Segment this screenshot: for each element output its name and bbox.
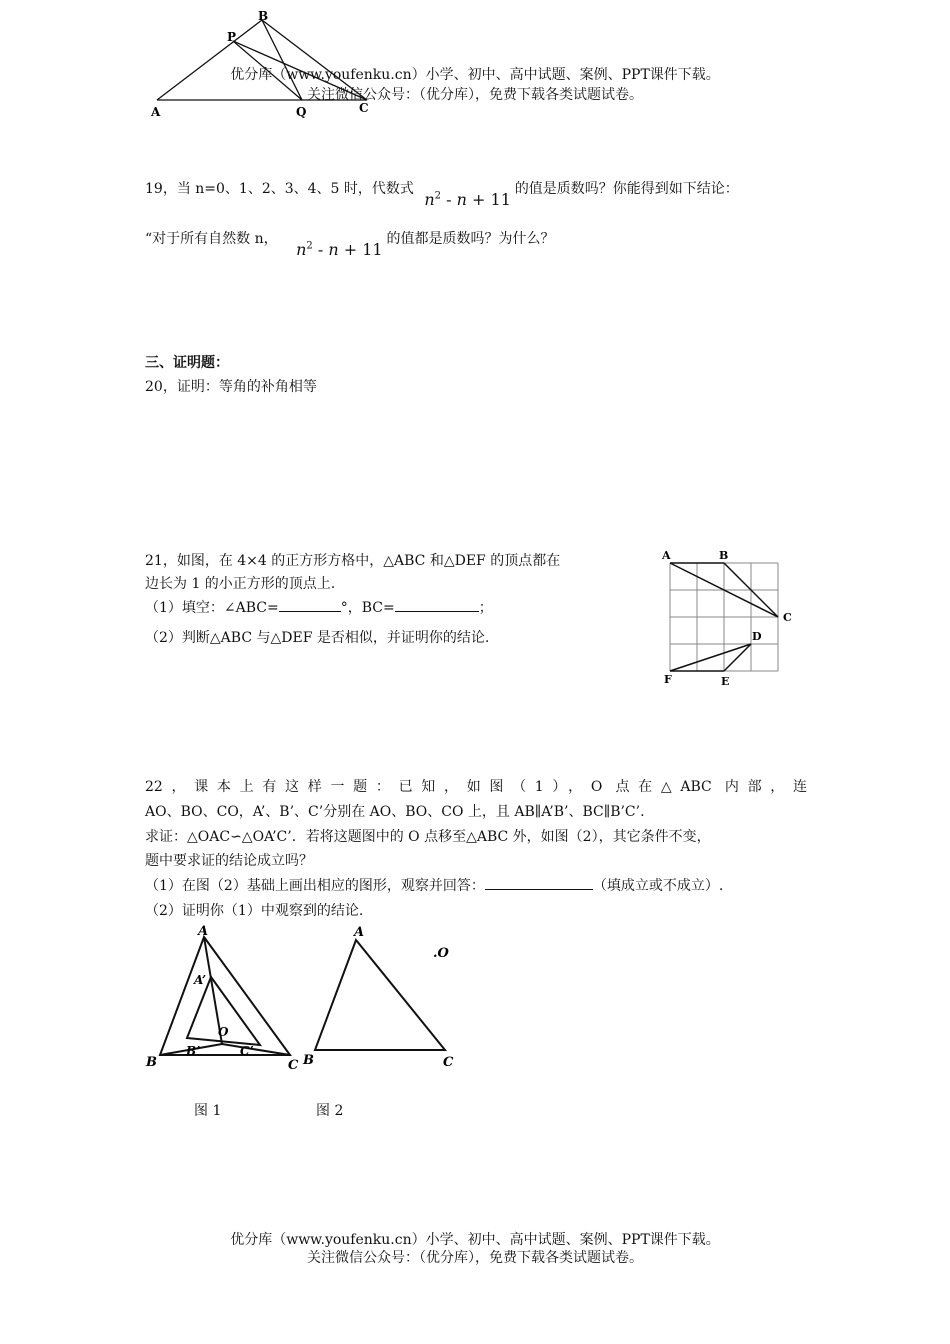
q21-line4: （2）判断△ABC 与△DEF 是否相似，并证明你的结论. xyxy=(145,630,490,646)
figure-1-caption: 图 1 xyxy=(194,1103,222,1119)
label-p: P xyxy=(227,30,237,44)
label-a: A xyxy=(354,925,365,940)
q22-line3: 求证：△OAC∽△OA’C’．若将这题图中的 O 点移至△ABC 外，如图（2），其它条件不变， xyxy=(145,829,711,845)
watermark-bottom-line1: 优分库（www.youfenku.cn）小学、初中、高中试题、案例、PPT课件下载。 xyxy=(230,1232,720,1248)
section-3-title: 三、证明题： xyxy=(145,355,229,371)
label-b-prime: B’ xyxy=(186,1044,201,1058)
label-o: O xyxy=(218,1025,229,1039)
q22-line4: 题中要求证的结论成立吗？ xyxy=(145,853,313,869)
label-b: B xyxy=(258,9,269,23)
segment-ab xyxy=(157,20,262,100)
q19-line1 xyxy=(145,178,739,209)
segment-co xyxy=(222,1044,290,1055)
figure-2-caption: 图 2 xyxy=(316,1103,344,1119)
q22-figure-1 xyxy=(140,920,310,1075)
label-a: A xyxy=(198,924,209,939)
segment-bq xyxy=(262,20,302,100)
label-f: F xyxy=(664,673,672,686)
label-b: B xyxy=(719,549,729,562)
q22-line1: 22，课本上有这样一题：已知，如图（1），O 点在△ABC 内部，连 xyxy=(145,779,807,795)
grid-lines xyxy=(670,563,778,671)
q19-text2-before: “对于所有自然数 n， xyxy=(145,231,278,247)
top-triangle-figure xyxy=(145,8,385,123)
label-c: C xyxy=(288,1058,299,1073)
q19-line2 xyxy=(145,228,555,259)
label-b: B xyxy=(303,1053,314,1068)
triangle-abc xyxy=(315,940,445,1050)
label-c-prime: C’ xyxy=(240,1044,254,1058)
q19-text-after: 的值是质数吗？你能得到如下结论： xyxy=(514,181,739,197)
q20-text: 20，证明：等角的补角相等 xyxy=(145,379,317,395)
label-a: A xyxy=(662,549,671,562)
q21-line1: 21，如图，在 4×4 的正方形方格中，△ABC 和△DEF 的顶点都在 xyxy=(145,553,561,569)
label-c: C xyxy=(359,101,369,115)
watermark-bottom-line2: 关注微信公众号：（优分库），免费下载各类试题试卷。 xyxy=(307,1250,643,1266)
q21-line3: （1）填空：∠ABC= °，BC= ； xyxy=(145,597,493,617)
label-c: C xyxy=(783,611,792,624)
label-c: C xyxy=(443,1055,454,1070)
label-a-prime: A’ xyxy=(194,973,207,987)
label-e: E xyxy=(721,675,730,688)
q21-bc-blank[interactable] xyxy=(395,597,479,612)
label-b: B xyxy=(146,1055,157,1070)
label-a: A xyxy=(151,105,161,119)
segment-pq xyxy=(233,41,302,100)
q22-figure-2 xyxy=(295,920,470,1075)
q22-line5: （1）在图（2）基础上画出相应的图形，观察并回答： （填成立或不成立）. xyxy=(145,875,723,895)
q19-expression-2: $n^2 - n + 11$ xyxy=(296,240,383,259)
label-d: D xyxy=(752,630,762,643)
segment-pc xyxy=(233,41,367,100)
label-o: .O xyxy=(433,946,449,961)
q19-expression-1: $n^2 - n + 11$ xyxy=(424,190,511,209)
segment-fd xyxy=(670,644,751,671)
q22-line6: （2）证明你（1）中观察到的结论. xyxy=(145,903,364,919)
watermark-top-line1: 优分库（www.youfenku.cn）小学、初中、高中试题、案例、PPT课件下载。 xyxy=(230,67,720,83)
watermark-top-line2: 关注微信公众号：（优分库），免费下载各类试题试卷。 xyxy=(307,87,643,103)
q19-text2-after: 的值都是质数吗？为什么？ xyxy=(386,231,555,247)
q22-line2: AO、BO、CO，A’、B’、C’分别在 AO、BO、CO 上，且 AB∥A’B’、BC∥B’C’. xyxy=(145,804,645,820)
label-q: Q xyxy=(296,105,307,119)
q21-line2: 边长为 1 的小正方形的顶点上. xyxy=(145,576,336,592)
q19-text-before: 19，当 n=0、1、2、3、4、5 时，代数式 xyxy=(145,181,414,197)
q21-angle-blank[interactable] xyxy=(279,597,341,612)
q21-grid-figure xyxy=(655,546,800,691)
q22-answer-blank[interactable] xyxy=(485,875,593,890)
